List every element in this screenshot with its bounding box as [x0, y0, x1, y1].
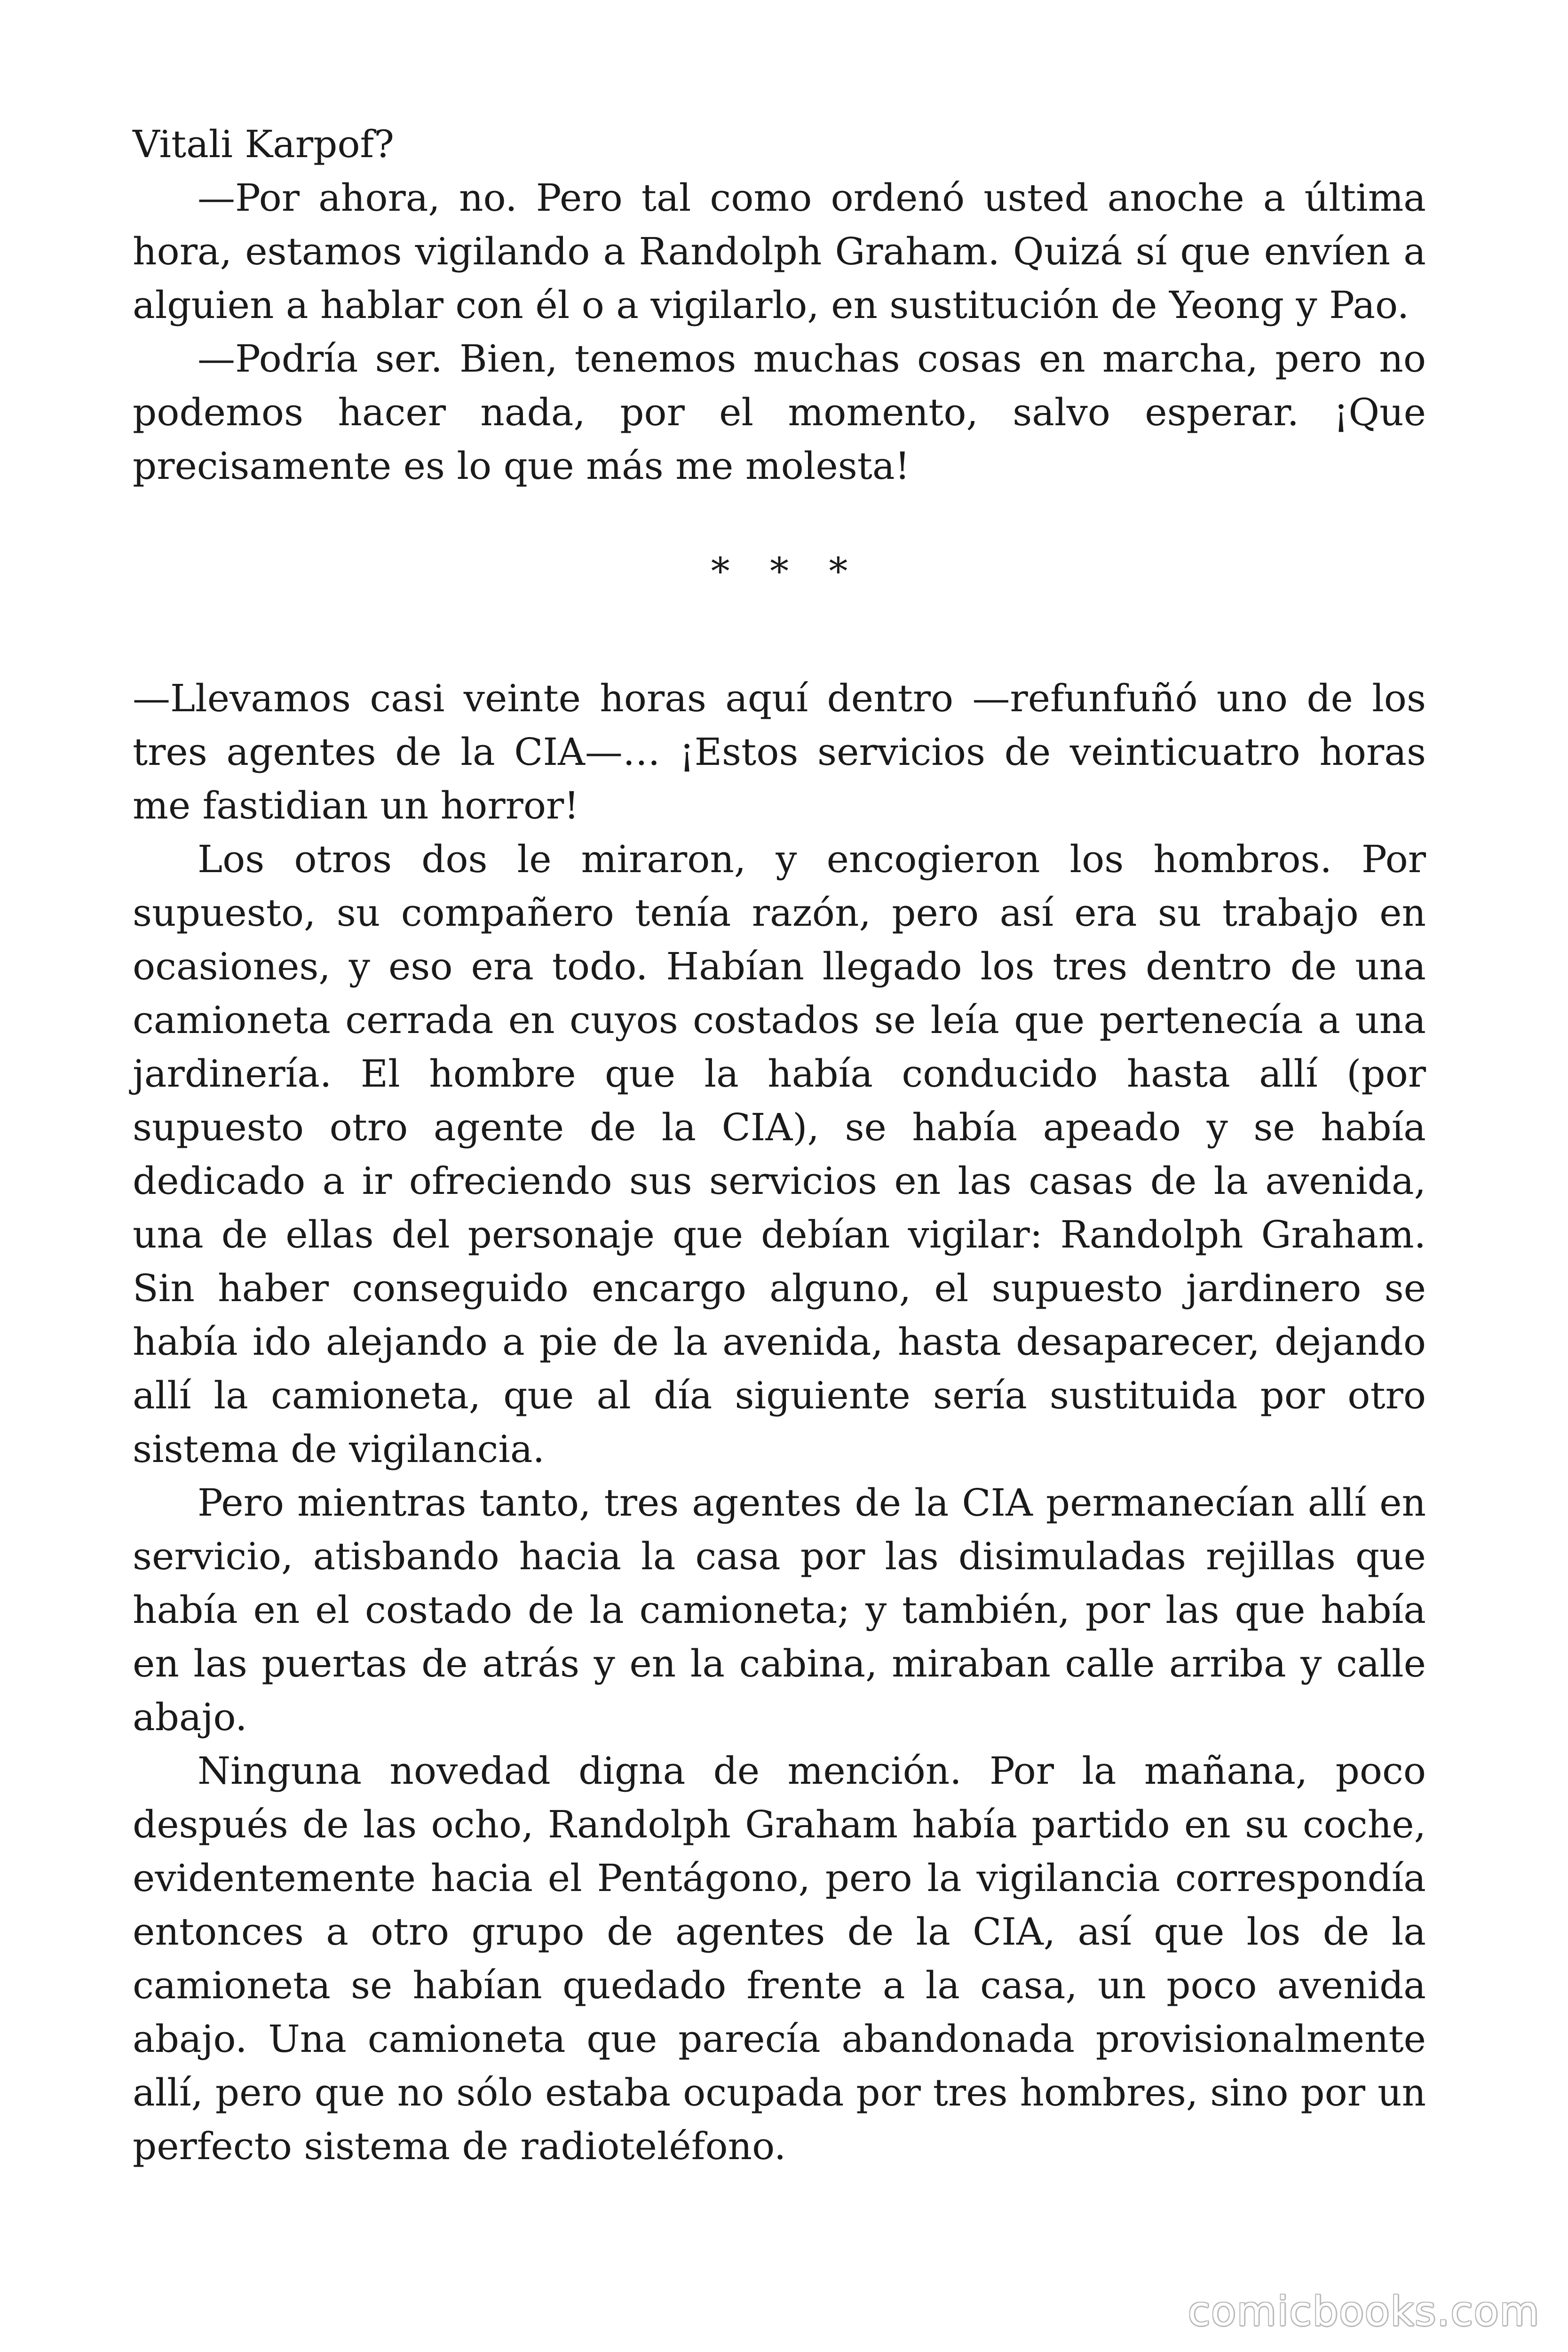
- paragraph-dialogue: —Por ahora, no. Pero tal como ordenó usted anoche a última hora, estamos vigilando a Randolph Graham. Quizá sí que envíen a alguien a hablar con él o a vigilarlo, en sustitución de Yeong y Pao.: [133, 176, 1426, 327]
- paragraph-dialogue: —Podría ser. Bien, tenemos muchas cosas en marcha, pero no podemos hacer nada, por el momento, salvo esperar. ¡Que precisamente es lo que más me molesta!: [133, 337, 1426, 488]
- paragraph-narration: Ninguna novedad digna de mención. Por la mañana, poco después de las ocho, Randolph Graham había partido en su coche, evidentemente hacia el Pentágono, pero la vigilancia correspondía entonces a otro grupo de agentes de la CIA, así que los de la camioneta se habían quedado frente a la casa, un poco avenida abajo. Una camioneta que parecía abandonada provisionalmente allí, pero que no sólo estaba ocupada por tres hombres, sino por un perfecto sistema de radioteléfono.: [133, 1749, 1426, 2168]
- paragraph-narration: Los otros dos le miraron, y encogieron los hombros. Por supuesto, su compañero tenía razón, pero así era su trabajo en ocasiones, y eso era todo. Habían llegado los tres dentro de una camioneta cerrada en cuyos costados se leía que pertenecía a una jardinería. El hombre que la había conducido hasta allí (por supuesto otro agente de la CIA), se había apeado y se había dedicado a ir ofreciendo sus servicios en las casas de la avenida, una de ellas del personaje que debían vigilar: Randolph Graham. Sin haber conseguido encargo alguno, el supuesto jardinero se había ido alejando a pie de la avenida, hasta desaparecer, dejando allí la camioneta, que al día siguiente sería sustituida por otro sistema de vigilancia.: [133, 837, 1426, 1471]
- site-watermark: comicbooks.com: [1188, 2288, 1540, 2335]
- paragraph-continuation: Vitali Karpof?: [133, 122, 394, 166]
- book-page: [133, 118, 1426, 2173]
- paragraph-narration: Pero mientras tanto, tres agentes de la CIA permanecían allí en servicio, atisbando hacia la casa por las disimuladas rejillas que había en el costado de la camioneta; y también, por las que había en las puertas de atrás y en la cabina, miraban calle arriba y calle abajo.: [133, 1481, 1426, 1739]
- section-separator: * * *: [711, 549, 862, 593]
- paragraph-dialogue: —Llevamos casi veinte horas aquí dentro —refunfuñó uno de los tres agentes de la CIA—… ¡Estos servicios de veinticuatro horas me fastidian un horror!: [133, 676, 1426, 827]
